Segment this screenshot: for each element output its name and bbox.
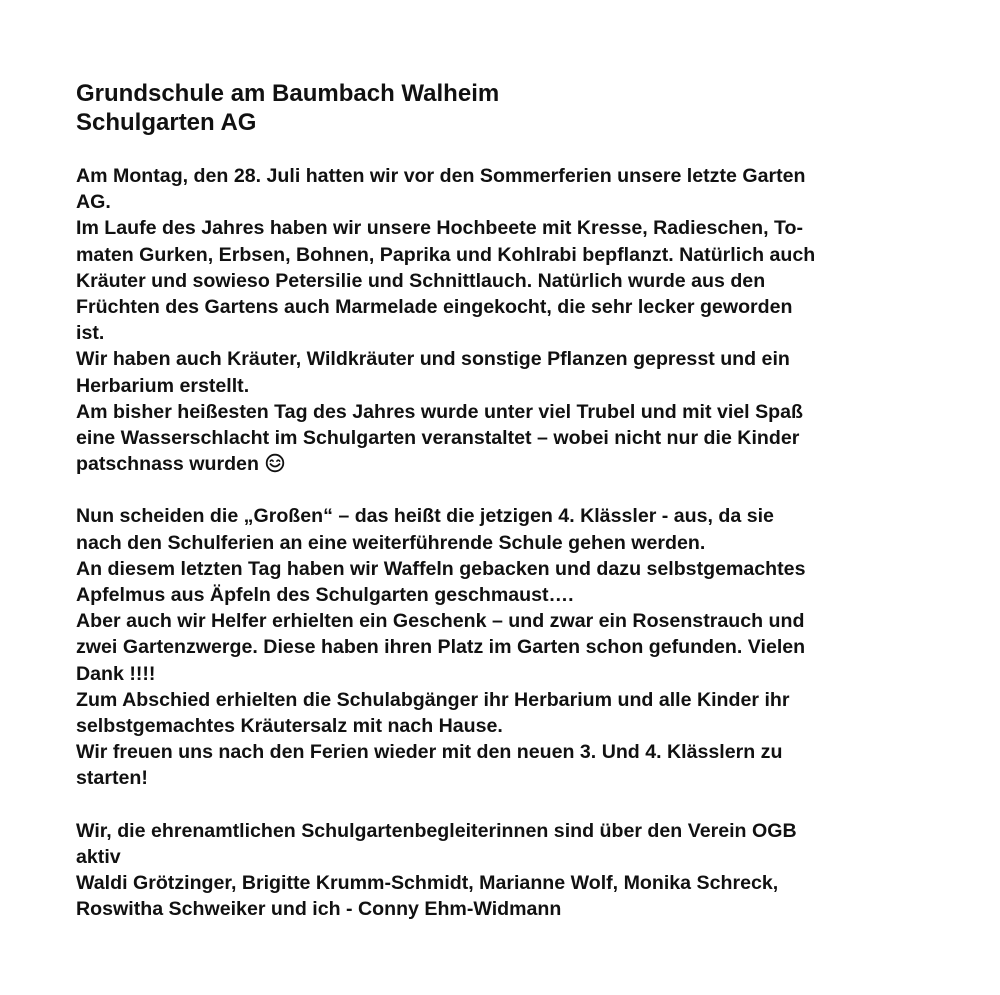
paragraph-garden-year <box>76 163 936 477</box>
text-line: ist. <box>76 322 105 345</box>
text-line: Waldi Grötzinger, Brigitte Krumm-Schmidt, Marianne Wolf, Monika Schreck, <box>76 872 779 895</box>
text-line: Nun scheiden die „Großen“ – das heißt die jetzigen 4. Klässler - aus, da sie <box>76 505 774 528</box>
text-line: Herbarium erstellt. <box>76 374 250 397</box>
text-line: Zum Abschied erhielten die Schulabgänger ihr Herbarium und alle Kinder ihr <box>76 688 790 711</box>
school-title: Grundschule am Baumbach Walheim <box>76 80 500 107</box>
text-line: Roswitha Schweiker und ich - Conny Ehm-Widmann <box>76 898 562 921</box>
text-line: Im Laufe des Jahres haben wir unsere Hochbeete mit Kresse, Radieschen, To- <box>76 217 804 240</box>
text-line: Wir, die ehrenamtlichen Schulgartenbegleiterinnen sind über den Verein OGB <box>76 819 797 842</box>
text-line-with-emoji <box>76 451 936 477</box>
text-line: Am bisher heißesten Tag des Jahres wurde unter viel Trubel und mit viel Spaß <box>76 400 803 423</box>
text-line: starten! <box>76 767 148 790</box>
paragraph-spacer <box>76 792 936 818</box>
text-line: An diesem letzten Tag haben wir Waffeln gebacken und dazu selbstgemachtes <box>76 557 806 580</box>
title-block <box>76 79 936 137</box>
smiley-face-icon <box>265 453 285 473</box>
text-line: patschnass wurden <box>76 453 259 476</box>
paragraph-spacer <box>76 477 936 503</box>
ag-title: Schulgarten AG <box>76 109 257 136</box>
text-line: AG. <box>76 191 111 214</box>
text-line: Apfelmus aus Äpfeln des Schulgarten geschmaust…. <box>76 584 574 607</box>
text-line: nach den Schulferien an eine weiterführende Schule gehen werden. <box>76 531 706 554</box>
text-line: Wir freuen uns nach den Ferien wieder mit den neuen 3. Und 4. Klässlern zu <box>76 741 783 764</box>
paragraph-volunteers <box>76 818 936 923</box>
text-line: Wir haben auch Kräuter, Wildkräuter und sonstige Pflanzen gepresst und ein <box>76 348 790 371</box>
text-line: Am Montag, den 28. Juli hatten wir vor den Sommerferien unsere letzte Garten <box>76 165 806 187</box>
text-line: Früchten des Gartens auch Marmelade eingekocht, die sehr lecker geworden <box>76 296 793 319</box>
text-line: Aber auch wir Helfer erhielten ein Geschenk – und zwar ein Rosenstrauch und <box>76 610 805 633</box>
document-page <box>76 79 936 922</box>
text-line: maten Gurken, Erbsen, Bohnen, Paprika und Kohlrabi bepflanzt. Natürlich auch <box>76 243 816 266</box>
text-line: Dank !!!! <box>76 662 156 685</box>
text-line: Kräuter und sowieso Petersilie und Schnittlauch. Natürlich wurde aus den <box>76 269 766 292</box>
text-line: eine Wasserschlacht im Schulgarten veranstaltet – wobei nicht nur die Kinder <box>76 427 800 450</box>
paragraph-farewell <box>76 503 936 791</box>
text-line: selbstgemachtes Kräutersalz mit nach Hause. <box>76 715 503 738</box>
text-line: zwei Gartenzwerge. Diese haben ihren Platz im Garten schon gefunden. Vielen <box>76 636 806 659</box>
text-line: aktiv <box>76 845 121 868</box>
